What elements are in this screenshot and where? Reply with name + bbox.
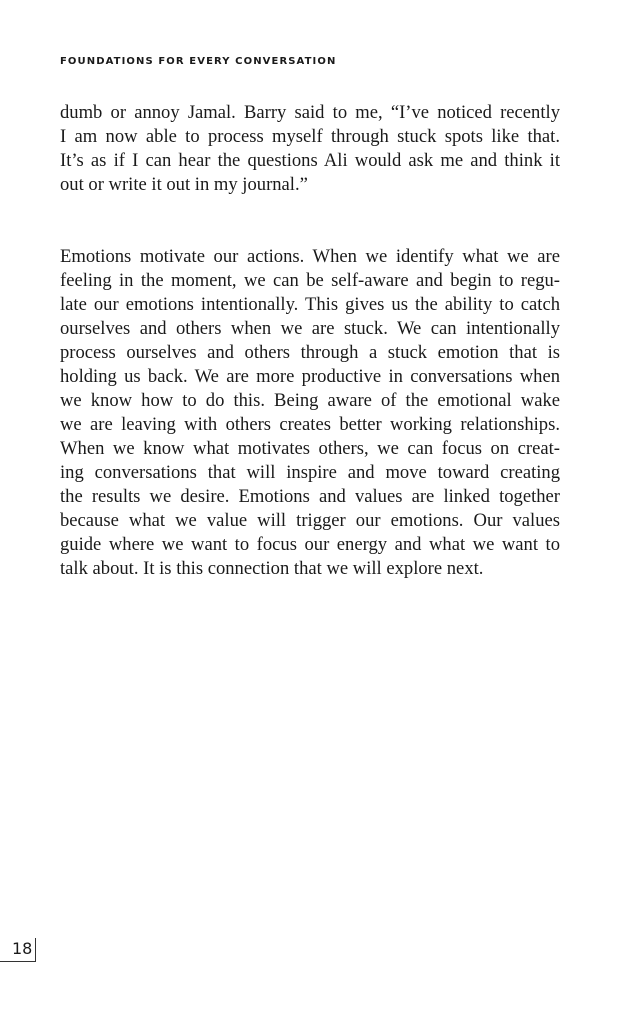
text-line: It’s as if I can hear the questions Ali would ask me and think it [60, 150, 560, 171]
text-line: ing conversations that will inspire and move toward creating [60, 462, 560, 483]
text-line: guide where we want to focus our energy and what we want to [60, 534, 560, 555]
page-number: 18 [12, 939, 33, 958]
text-line: the results we desire. Emotions and values are linked together [60, 486, 560, 507]
text-line: When we know what motivates others, we can focus on creat- [60, 438, 560, 459]
text-line: process ourselves and others through a stuck emotion that is [60, 342, 560, 363]
text-line: we know how to do this. Being aware of the emotional wake [60, 390, 560, 411]
text-line: talk about. It is this connection that we will explore next. [60, 558, 484, 579]
text-line: Emotions motivate our actions. When we identify what we are [60, 246, 560, 267]
body-paragraph-1 [60, 101, 560, 197]
text-line: ourselves and others when we are stuck. We can intentionally [60, 318, 560, 339]
text-line: we are leaving with others creates better working relationships. [60, 414, 560, 435]
text-line: feeling in the moment, we can be self-aware and begin to regu- [60, 270, 560, 291]
page-number-box [0, 938, 36, 962]
text-line: because what we value will trigger our emotions. Our values [60, 510, 560, 531]
text-line: I am now able to process myself through stuck spots like that. [60, 126, 560, 147]
body-paragraph-2 [60, 245, 560, 581]
text-line: late our emotions intentionally. This gives us the ability to catch [60, 294, 560, 315]
running-head: FOUNDATIONS FOR EVERY CONVERSATION [60, 56, 337, 67]
text-line: holding us back. We are more productive in conversations when [60, 366, 560, 387]
text-line: out or write it out in my journal.” [60, 174, 308, 195]
text-line: dumb or annoy Jamal. Barry said to me, “I’ve noticed recently [60, 102, 560, 123]
